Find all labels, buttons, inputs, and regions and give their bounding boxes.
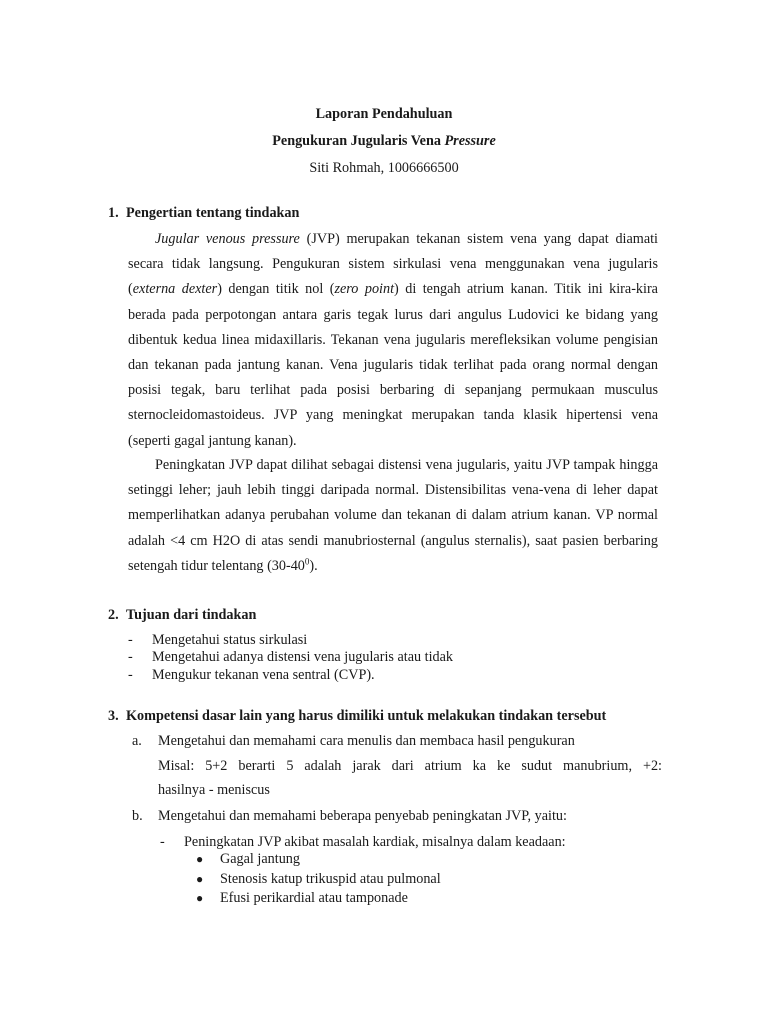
p1-text-3: ) di tengah atrium kanan. Titik ini kira-kira berada pada perpotongan antara garis tegak lurus dari angulus Ludovici ke bidang yang dibentuk kedua linea midaxillaris. Tekanan vena jugularis merefleksikan volume pengisian dan tekanan pada jantung kanan. Vena jugularis tidak terlihat pada orang normal dengan posisi tegak, baru terlihat pada posisi berbaring di sepanjang permukaan musculus sternocleidomastoideus. JVP yang meningkat merupakan tanda klasik hipertensi vena (seperti gagal jantung kanan). — [128, 281, 658, 449]
p1-text-1: (JVP) merupakan tekanan sistem vena yang dapat diamati secara tidak langsung. Pengukuran sistem sirkulasi vena menggunakan vena jugularis ( — [128, 231, 658, 298]
item-a — [132, 729, 662, 803]
section-2-title: Tujuan dari tindakan — [126, 607, 257, 623]
document-title: Laporan Pendahuluan — [315, 106, 453, 122]
p1-text-2: ) dengan titik nol ( — [217, 281, 335, 298]
list-item: - Mengetahui adanya distensi vena jugularis atau tidak — [128, 649, 453, 666]
section-3-heading — [108, 708, 606, 725]
item-a-line-1: Mengetahui dan memahami cara menulis dan membaca hasil pengukuran — [158, 733, 575, 749]
section-1-paragraph-2 — [128, 453, 658, 579]
section-3-number: 3. — [108, 708, 119, 724]
bullet-icon: ● — [196, 852, 204, 866]
list-item: - Mengukur tekanan vena sentral (CVP). — [128, 666, 375, 683]
section-1-title: Pengertian tentang tindakan — [126, 205, 300, 221]
item-a-label: a. — [132, 733, 142, 749]
section-1-number: 1. — [108, 205, 119, 221]
subtitle-main: Pengukuran Jugularis Vena — [272, 133, 445, 149]
item-b-sub — [160, 832, 660, 852]
item-b-sub-dash: - — [160, 834, 165, 850]
bullet-icon: ● — [196, 871, 204, 886]
p2-text: Peningkatan JVP dapat dilihat sebagai distensi vena jugularis, yaitu JVP tampak hingga setinggi leher; jauh lebih tinggi daripada normal. Distensibilitas vena-vena di leher dapat memperlihatkan adanya perubahan volume dan tekanan di dalam atrium kanan. VP normal adalah <4 cm H2O di atas sendi manubriosternal (angulus sternalis), saat pasien berbaring setengah tidur telentang (30-40 — [128, 457, 658, 574]
bullet-icon: ● — [196, 891, 204, 905]
list-item-text: Mengetahui status sirkulasi — [152, 632, 308, 648]
item-a-line-2: Misal: 5+2 berarti 5 adalah jarak dari atrium ka ke sudut manubrium, +2: — [158, 757, 662, 774]
item-b-label: b. — [132, 808, 143, 824]
degree-superscript: 0 — [304, 556, 310, 567]
tujuan-list — [128, 632, 668, 684]
list-item — [196, 850, 441, 870]
list-item-text: Mengetahui adanya distensi vena jugularis atau tidak — [152, 649, 453, 666]
item-a-line-3: hasilnya - meniscus — [158, 782, 270, 798]
title-block — [0, 101, 768, 182]
list-item-text: Mengukur tekanan vena sentral (CVP). — [152, 666, 375, 683]
section-2-heading — [108, 607, 256, 624]
list-item — [196, 889, 441, 909]
section-1-heading — [108, 205, 299, 222]
subtitle-italic: Pressure — [444, 133, 496, 149]
list-item-text: Efusi perikardial atau tamponade — [220, 890, 408, 906]
document-subtitle — [0, 128, 768, 155]
list-item-text: Gagal jantung — [220, 851, 300, 867]
section-3-title: Kompetensi dasar lain yang harus dimiliki untuk melakukan tindakan tersebut — [126, 708, 607, 724]
section-2-number: 2. — [108, 607, 119, 623]
externa-dexter-term: externa dexter — [132, 281, 218, 298]
item-b-text: Mengetahui dan memahami beberapa penyebab peningkatan JVP, yaitu: — [158, 808, 567, 824]
author-line: Siti Rohmah, 1006666500 — [309, 160, 459, 176]
zero-point-term: zero point — [334, 281, 395, 298]
jvp-term: Jugular venous pressure — [155, 231, 300, 247]
list-item — [196, 870, 441, 890]
section-1-paragraph-1 — [128, 227, 658, 454]
item-b-sub-text: Peningkatan JVP akibat masalah kardiak, misalnya dalam keadaan: — [184, 834, 566, 850]
item-b — [132, 804, 662, 829]
list-item: - Mengetahui status sirkulasi — [128, 632, 308, 648]
list-item-text: Stenosis katup trikuspid atau pulmonal — [220, 870, 441, 887]
p2-end: ). — [309, 557, 318, 574]
cause-bullet-list — [196, 850, 441, 909]
